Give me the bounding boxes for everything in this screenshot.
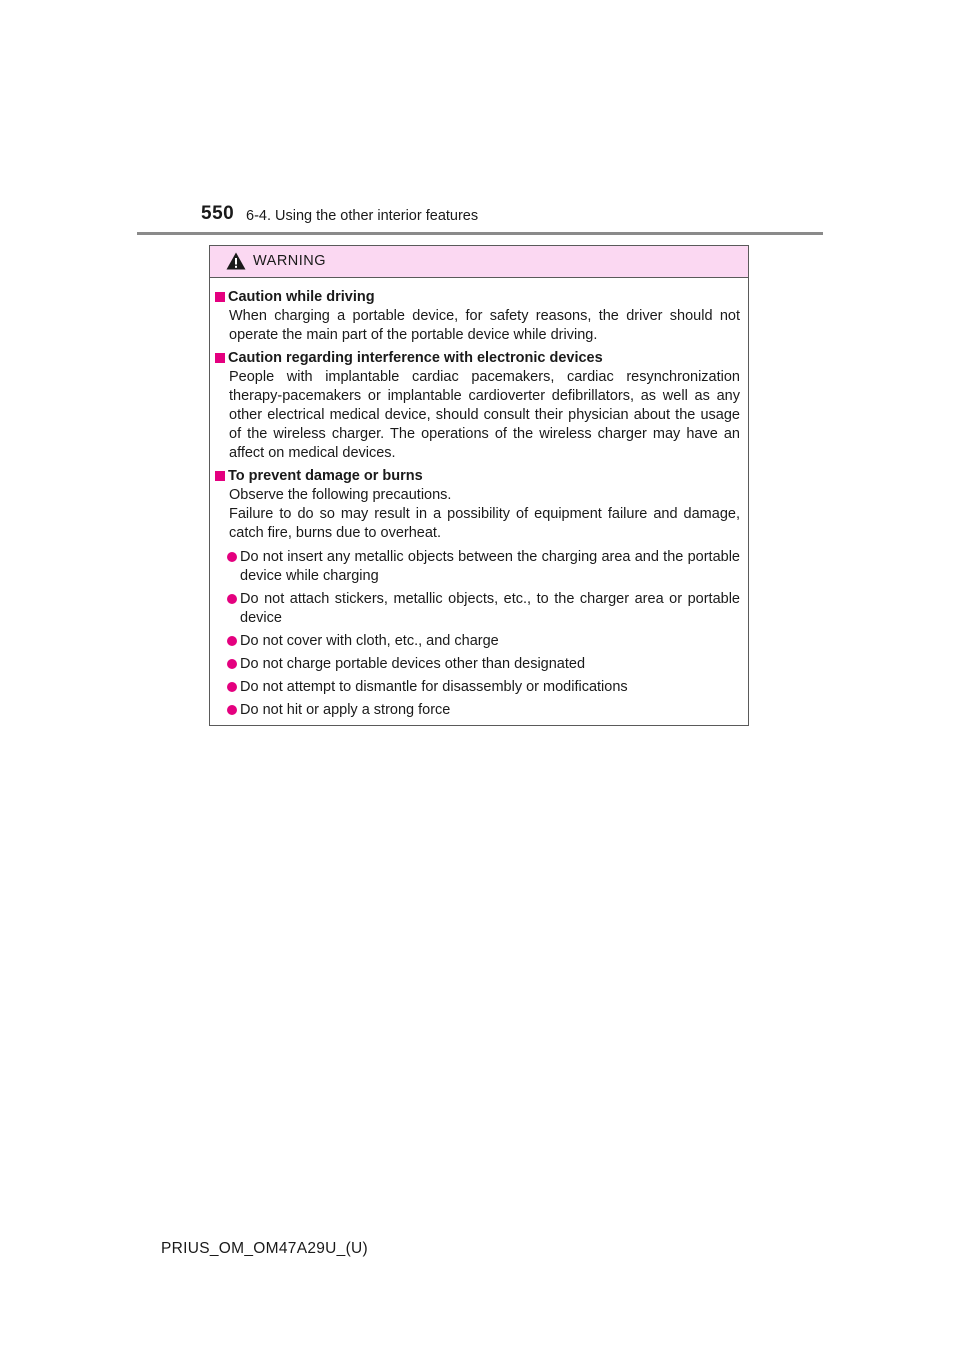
section-title: 6-4. Using the other interior features xyxy=(246,208,479,224)
header-rule xyxy=(137,232,823,235)
list-item xyxy=(210,632,750,651)
section-heading xyxy=(210,467,750,486)
footer-code: PRIUS_OM_OM47A29U_(U) xyxy=(161,1240,368,1257)
paragraph: When charging a portable device, for safety reasons, the driver should not operate the main part of the portable device while driving. xyxy=(229,308,740,343)
section-heading xyxy=(210,349,750,368)
section-heading-text: Caution while driving xyxy=(228,289,375,305)
list-item xyxy=(210,548,750,586)
list-item-text: Do not charge portable devices other than designated xyxy=(240,656,586,672)
section-caution-interference xyxy=(210,349,750,463)
warning-label: WARNING xyxy=(253,253,327,269)
list-item-text: Do not attempt to dismantle for disassembly or modifications xyxy=(240,679,628,695)
circle-bullet-icon xyxy=(227,552,237,562)
list-item-text: Do not attach stickers, metallic objects, etc., to the charger area or portable device xyxy=(240,591,740,626)
paragraph: Failure to do so may result in a possibility of equipment failure and damage, catch fire, burns due to overheat. xyxy=(229,506,740,541)
section-heading-text: To prevent damage or burns xyxy=(228,468,423,484)
square-bullet-icon xyxy=(215,292,225,302)
list-item xyxy=(210,678,750,697)
square-bullet-icon xyxy=(215,471,225,481)
list-item xyxy=(210,701,750,720)
section-prevent-damage xyxy=(210,467,750,720)
list-item xyxy=(210,655,750,674)
page-number: 550 xyxy=(201,203,235,224)
paragraph: Observe the following precautions. xyxy=(229,487,452,503)
list-item-text: Do not insert any metallic objects between the charging area and the portable device while charging xyxy=(240,549,740,584)
list-item xyxy=(210,590,750,628)
circle-bullet-icon xyxy=(227,682,237,692)
warning-header xyxy=(210,246,748,278)
square-bullet-icon xyxy=(215,353,225,363)
warning-box xyxy=(209,245,749,726)
circle-bullet-icon xyxy=(227,636,237,646)
list-item-text: Do not cover with cloth, etc., and charge xyxy=(240,633,499,649)
circle-bullet-icon xyxy=(227,705,237,715)
precaution-list xyxy=(210,548,750,720)
section-heading xyxy=(210,288,750,307)
circle-bullet-icon xyxy=(227,659,237,669)
section-caution-driving xyxy=(210,288,750,345)
section-heading-text: Caution regarding interference with electronic devices xyxy=(228,350,603,366)
warning-triangle-icon xyxy=(226,252,246,270)
circle-bullet-icon xyxy=(227,594,237,604)
paragraph: People with implantable cardiac pacemakers, cardiac resynchronization therapy-pacemakers or implantable cardioverter defibrillators, as well as any other electrical medical device, should consult their physician about the usage of the wireless charger. The operations of the wireless charger may have an affect on medical devices. xyxy=(229,369,740,461)
warning-body xyxy=(210,288,750,724)
list-item-text: Do not hit or apply a strong force xyxy=(240,702,451,718)
